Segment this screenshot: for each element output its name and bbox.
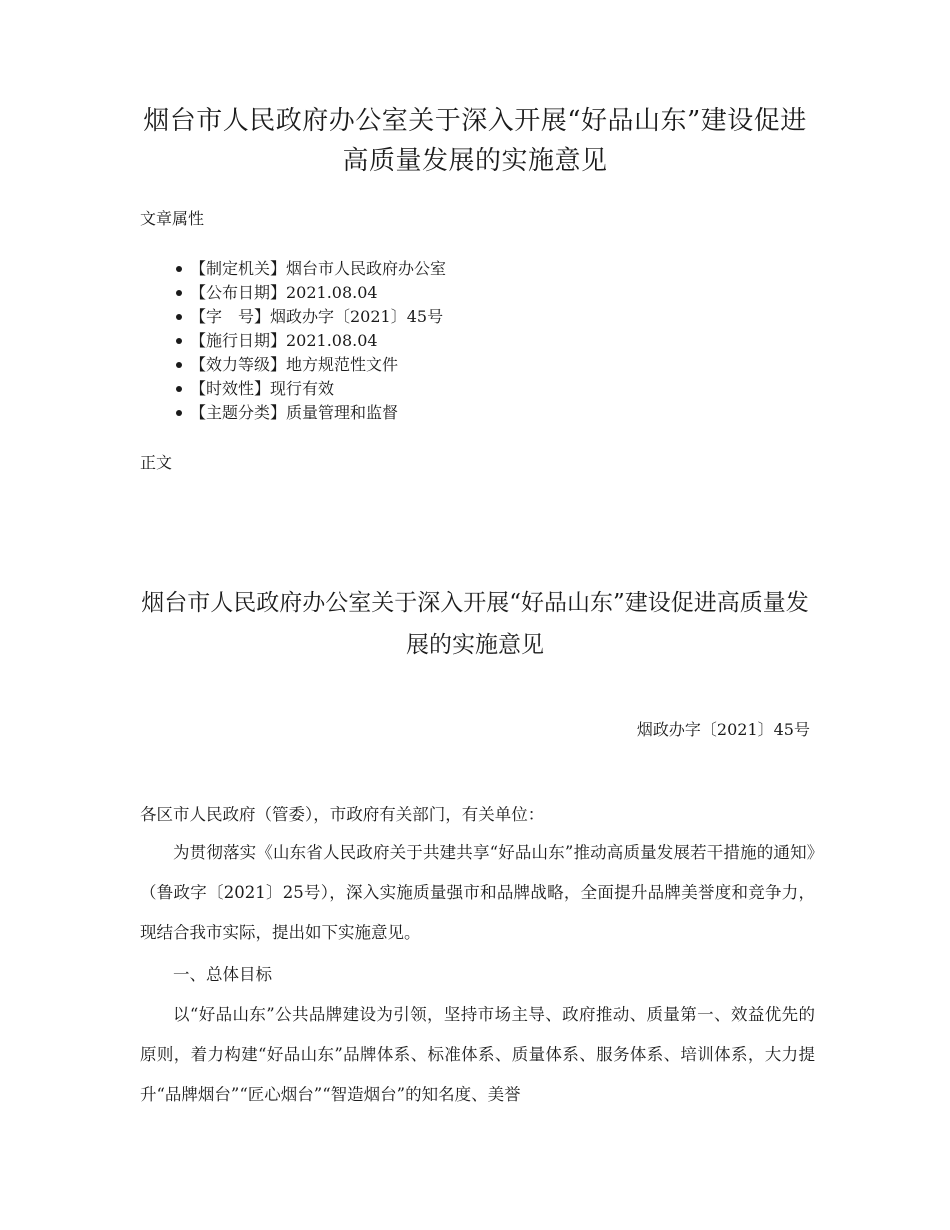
bullet-icon	[176, 386, 182, 392]
salutation: 各区市人民政府（管委），市政府有关部门，有关单位：	[140, 805, 545, 824]
document-number: 烟政办字〔2021〕45号	[636, 720, 810, 739]
document-title: 烟台市人民政府办公室关于深入开展“好品山东”建设促进高质量发展的实施意见	[143, 106, 807, 176]
bullet-icon	[176, 410, 182, 416]
intro-paragraph: 为贯彻落实《山东省人民政府关于共建共享“好品山东”推动高质量发展若干措施的通知》（鲁政字〔2021〕25号），深入实施质量强市和品牌战略，全面提升品牌美誉度和竞争力，现结合我市实际，提出如下实施意见。	[140, 843, 815, 942]
bullet-icon	[176, 266, 182, 272]
bullet-icon	[176, 314, 182, 320]
goal-paragraph: 以“好品山东”公共品牌建设为引领，坚持市场主导、政府推动、质量第一、效益优先的原则，着力构建“好品山东”品牌体系、标准体系、质量体系、服务体系、培训体系，大力提升“品牌烟台”“匠心烟台”“智造烟台”的知名度、美誉	[140, 1005, 815, 1104]
document-page: 烟台市人民政府办公室关于深入开展“好品山东”建设促进高质量发展的实施意见 文章属性 【制定机关】烟台市人民政府办公室 【公布日期】2021.08.04 【字 号】烟政办字〔2021〕45号 【施行日期】2021.08.04 【效力等级】地方规范性文件 【时效性】现行有效 【主题分类】质量管理和监督 正文 烟台市人民政府办公室关于深入开展“好品山东”建设促进高质量发展的实施意见 烟政办字〔2021〕45号 各区市人民政府（管委），市政府有关部门，有关单位： 为贯彻落实《山东省人民政府关于共建共享“好品山东”推动高质量发展若干措施的通知》（鲁政字〔2021〕25号），深入实施质量强市和品牌战略，全面提升品牌美誉度和竞争力，现结合我市实际，提出如下实施意见。 一、总体目标 以“好品山东”公共品牌建设为引领，坚持市场主导、政府推动、质量第一、效益优先的原则，着力构建“好品山东”品牌体系、标准体系、质量体系、服务体系、培训体系，大力提升“品牌烟台”“匠心烟台”“智造烟台”的知名度、美誉	[0, 0, 950, 1230]
section-heading: 一、总体目标	[173, 965, 272, 984]
body-title: 烟台市人民政府办公室关于深入开展“好品山东”建设促进高质量发展的实施意见	[141, 590, 809, 658]
body-label: 正文	[140, 453, 173, 472]
bullet-icon	[176, 338, 182, 344]
bullet-icon	[176, 362, 182, 368]
attributes-label: 文章属性	[140, 209, 205, 228]
bullet-icon	[176, 290, 182, 296]
